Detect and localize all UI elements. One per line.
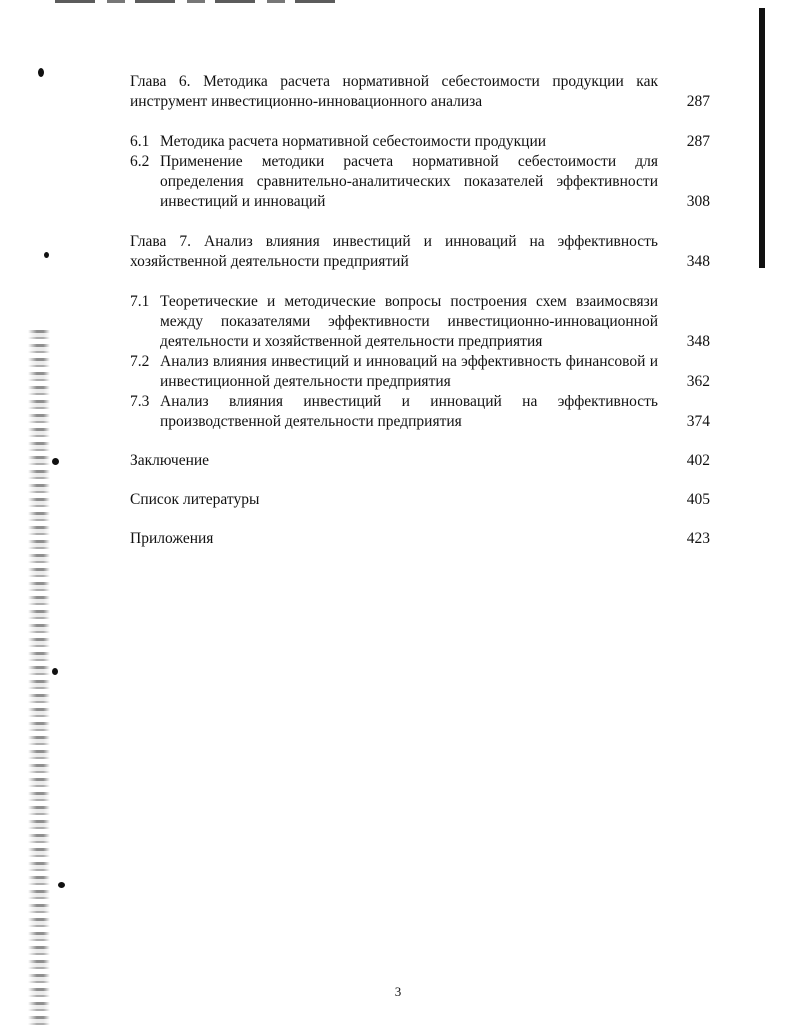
- page-ref: 348: [686, 333, 710, 350]
- scan-dot: [58, 882, 65, 888]
- section-number: 7.1: [130, 293, 150, 310]
- toc-appendices: [130, 529, 710, 549]
- entry-title: Заключение: [130, 452, 210, 469]
- entry-title: Приложения: [130, 530, 214, 547]
- section-title: Теоретические и методические вопросы построения схем взаимосвязи между показателями эффективности инвестиционно-инновационной деятельности и хозяйственной деятельности предприятия: [160, 293, 658, 350]
- toc-references: [130, 490, 710, 510]
- page-ref: 402: [686, 452, 710, 469]
- page-ref: 308: [686, 193, 710, 210]
- scan-artifact-right: [759, 8, 765, 268]
- entry-title: Список литературы: [130, 491, 260, 508]
- section-number: 7.3: [130, 393, 150, 410]
- toc-section-6-1: [130, 132, 710, 152]
- chapter-title: Глава 6. Методика расчета нормативной себестоимости продукции как инструмент инвестиционно-инновационного анализа: [130, 73, 658, 110]
- toc-section-7-2: [130, 352, 710, 392]
- toc-chapter-6: [130, 72, 710, 112]
- toc-section-7-1: [130, 292, 710, 352]
- section-number: 6.1: [130, 133, 150, 150]
- section-title: Анализ влияния инвестиций и инноваций на эффективность финансовой и инвестиционной деятельности предприятия: [160, 353, 658, 390]
- page-ref: 423: [686, 530, 710, 547]
- section-number: 6.2: [130, 153, 150, 170]
- section-title: Анализ влияния инвестиций и инноваций на эффективность производственной деятельности предприятия: [160, 393, 658, 430]
- toc-section-6-2: [130, 152, 710, 212]
- toc-conclusion: [130, 451, 710, 471]
- page-ref: 405: [686, 491, 710, 508]
- scan-dot: [38, 68, 44, 77]
- scan-dot: [44, 252, 49, 258]
- table-of-contents: [130, 72, 710, 549]
- page-ref: 287: [686, 133, 710, 150]
- scan-dot: [52, 458, 59, 465]
- chapter-title: Глава 7. Анализ влияния инвестиций и инноваций на эффективность хозяйственной деятельности предприятий: [130, 233, 658, 270]
- scan-dot: [52, 668, 58, 675]
- page-ref: 348: [686, 253, 710, 270]
- section-title: Применение методики расчета нормативной себестоимости для определения сравнительно-аналитических показателей эффективности инвестиций и инноваций: [160, 153, 658, 210]
- section-number: 7.2: [130, 353, 150, 370]
- page-ref: 362: [686, 373, 710, 390]
- scan-artifact-top: [55, 0, 345, 3]
- scan-artifact-left: [28, 330, 50, 1027]
- toc-chapter-7: [130, 232, 710, 272]
- section-title: Методика расчета нормативной себестоимости продукции: [160, 133, 547, 150]
- toc-section-7-3: [130, 392, 710, 432]
- page-ref: 287: [686, 93, 710, 110]
- page-number: 3: [394, 984, 402, 999]
- page-ref: 374: [686, 413, 710, 430]
